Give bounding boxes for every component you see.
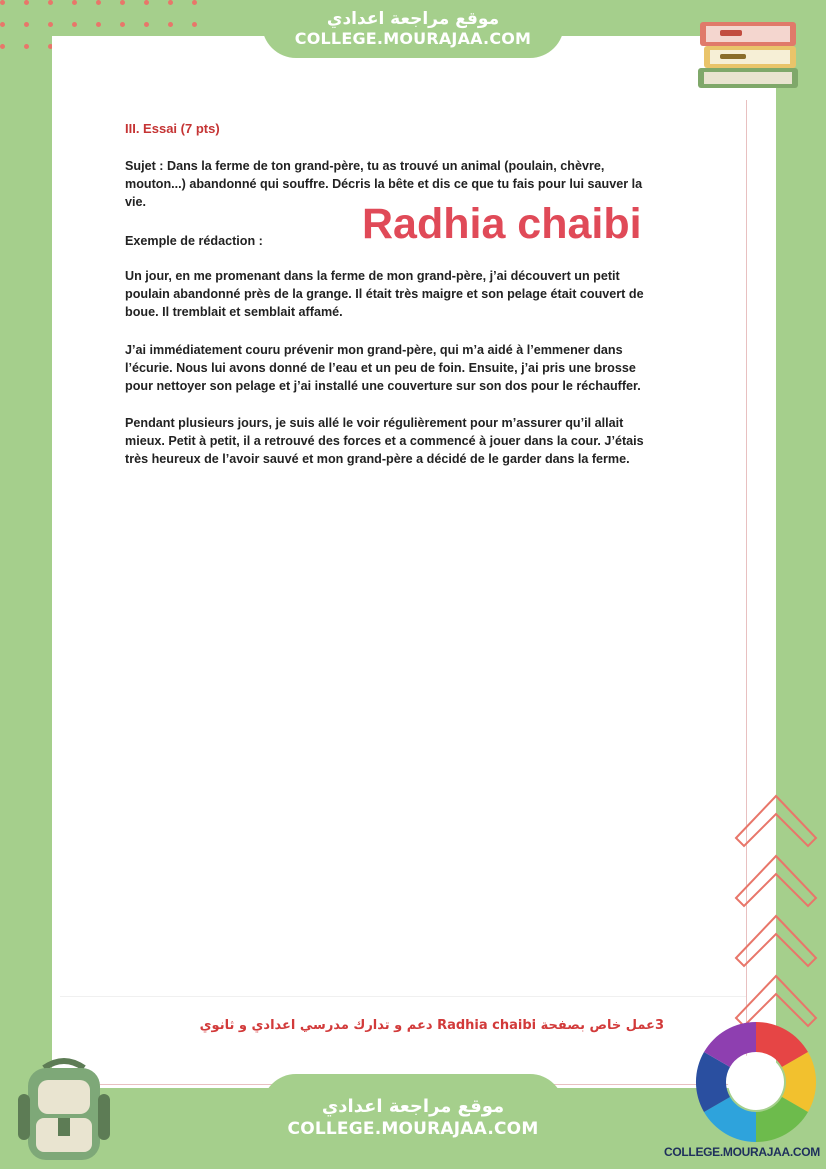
section-title: III. Essai (7 pts) [125,121,220,136]
chevron-up-decoration-icon [732,790,822,1030]
header-arabic-title: موقع مراجعة اعدادي [326,9,500,29]
backpack-icon [14,1054,114,1164]
footer-tab [262,1074,564,1169]
header-url[interactable]: COLLEGE.MOURAJAA.COM [294,29,532,48]
footer-url[interactable]: COLLEGE.MOURAJAA.COM [287,1119,539,1139]
essay-paragraph-1: Un jour, en me promenant dans la ferme de mon grand-père, j’ai découvert un petit poulain abandonné près de la grange. Il était très maigre et son pelage était couvert de boue. Il tremblait et semblait affamé. [125,269,644,319]
footer-arabic-title: موقع مراجعة اعدادي [321,1096,505,1117]
site-logo-icon [694,1020,818,1144]
books-icon [690,10,805,95]
essay-paragraph-2: J’ai immédiatement couru prévenir mon grand-père, qui m’a aidé à l’emmener dans l’écurie. Nous lui avons donné de l’eau et un peu de foin. Ensuite, j’ai pris une brosse pour nettoyer son pelage et j’ai installé une couverture sur son dos pour le réchauffer. [125,343,641,393]
essay-subject: Sujet : Dans la ferme de ton grand-père, tu as trouvé un animal (poulain, chèvre, mouton...) abandonné qui souffre. Décris la bête et dis ce que tu fais pour lui sauver la vie. [125,159,643,209]
footer-credit: 3عمل خاص بصفحة Radhia chaibi دعم و تدارك مدرسي اعدادي و ثانوي [199,1018,664,1033]
author-watermark: Radhia chaibi [362,200,642,248]
essay-paragraph-3: Pendant plusieurs jours, je suis allé le voir régulièrement pour m’assurer qu’il allait mieux. Petit à petit, il a retrouvé des forces et a commencé à jouer dans la cour. J’étais très heureux de l’avoir sauvé et mon grand-père a décidé de le garder dans la ferme. [125,416,644,466]
logo-url-text: COLLEGE.MOURAJAA.COM [663,1145,820,1159]
example-label: Exemple de rédaction : [125,234,263,248]
header-tab [262,0,564,58]
footer-divider [60,996,746,997]
